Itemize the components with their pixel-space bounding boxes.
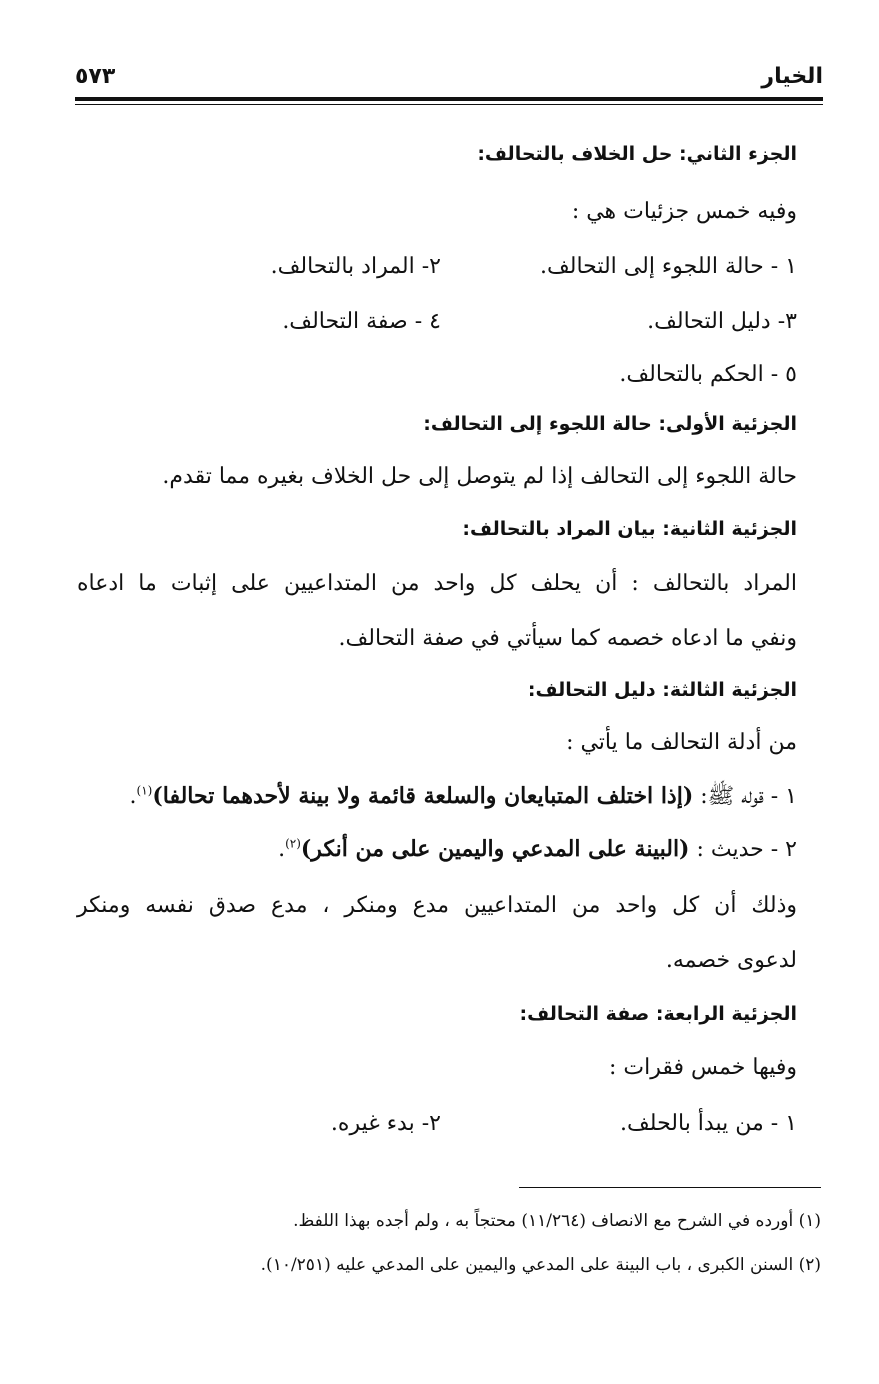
footnote: (٢) السنن الكبرى ، باب البينة على المدعي واليمين على المدعي عليه (١٠/٢٥١).: [260, 1255, 821, 1275]
page-header: [75, 64, 823, 96]
paragraph-line: لدعوى خصمه.: [665, 948, 797, 973]
paragraph: حالة اللجوء إلى التحالف إذا لم يتوصل إلى حل الخلاف بغيره مما تقدم.: [162, 464, 797, 489]
paragraph-line: وذلك أن كل واحد من المتداعيين مدع ومنكر ، مدع صدق نفسه ومنكر: [77, 893, 797, 918]
footnote: (١) أورده في الشرح مع الانصاف (١١/٢٦٤) محتجاً به ، ولم أجده بهذا اللفظ.: [293, 1211, 821, 1231]
paragraph-line: المراد بالتحالف : أن يحلف كل واحد من المتداعيين على إثبات ما ادعاه: [77, 571, 797, 596]
footnote-ref: (٢): [285, 836, 301, 851]
evidence-item: [130, 783, 797, 810]
page-number: ٥٧٣: [75, 64, 116, 89]
list-item: ٥ - الحكم بالتحالف.: [619, 362, 797, 387]
list-item: ١ - حالة اللجوء إلى التحالف.: [539, 254, 797, 279]
list-item: ٢- المراد بالتحالف.: [270, 254, 441, 279]
evidence-end: .: [129, 784, 137, 809]
evidence-prefix: ١ - قوله ﷺ:: [693, 784, 797, 809]
subsection-heading: الجزئية الرابعة: صفة التحالف:: [519, 1003, 797, 1025]
list-item: ١ - من يبدأ بالحلف.: [620, 1111, 797, 1136]
evidence-prefix: ٢ - حديث :: [689, 837, 797, 862]
header-rule-thin: [75, 104, 823, 105]
evidence-end: .: [278, 837, 286, 862]
section-intro: وفيه خمس جزئيات هي :: [571, 199, 797, 224]
subsection-heading: الجزئية الثانية: بيان المراد بالتحالف:: [462, 518, 797, 540]
paragraph: وفيها خمس فقرات :: [609, 1055, 797, 1080]
subsection-heading: الجزئية الأولى: حالة اللجوء إلى التحالف:: [423, 413, 797, 435]
subsection-heading: الجزئية الثالثة: دليل التحالف:: [527, 679, 797, 701]
hadith-quote: (البينة على المدعي واليمين على من أنكر): [300, 836, 690, 862]
list-item: ٤ - صفة التحالف.: [282, 309, 441, 334]
evidence-item: [278, 836, 797, 863]
list-item: ٢- بدء غيره.: [330, 1111, 441, 1136]
paragraph-line: ونفي ما ادعاه خصمه كما سيأتي في صفة التحالف.: [338, 626, 797, 651]
section-heading: الجزء الثاني: حل الخلاف بالتحالف:: [477, 143, 797, 165]
hadith-quote: (إذا اختلف المتبايعان والسلعة قائمة ولا بينة لأحدهما تحالفا): [152, 783, 694, 809]
footnote-ref: (١): [136, 783, 153, 798]
footnote-separator: [519, 1187, 821, 1188]
paragraph: من أدلة التحالف ما يأتي :: [566, 730, 797, 755]
header-rule-thick: [75, 97, 823, 101]
chapter-title: الخيار: [761, 64, 823, 89]
list-item: ٣- دليل التحالف.: [647, 309, 797, 334]
